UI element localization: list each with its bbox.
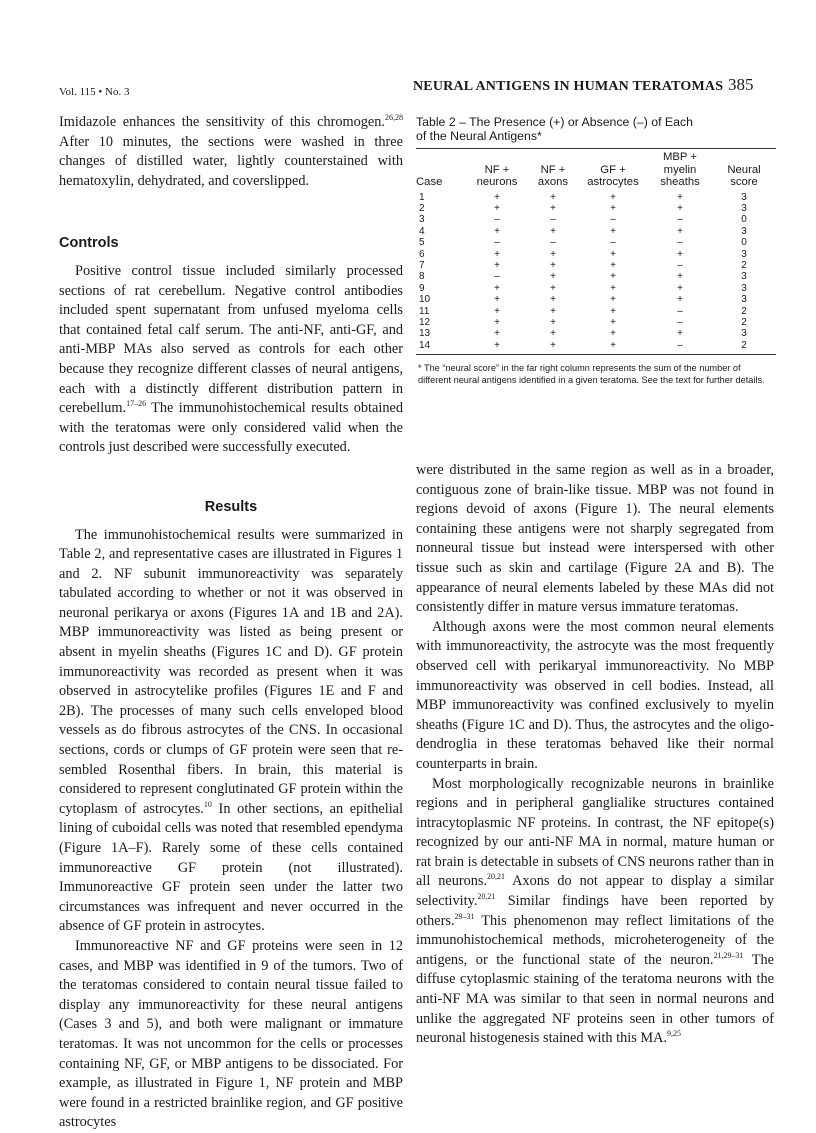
cell-score: 0: [741, 237, 747, 249]
col-header-nf-neurons: NF + neurons: [476, 163, 518, 188]
table-header-row: [416, 149, 776, 192]
cell-case: 6: [419, 248, 425, 260]
table-row: [416, 340, 776, 351]
table-row: [416, 294, 776, 305]
cell-mbp-myelin: +: [677, 225, 683, 237]
cell-score: 0: [741, 214, 747, 226]
cell-nf-axons: –: [550, 214, 556, 226]
cell-nf-neurons: +: [494, 191, 500, 203]
citation: 20,21: [487, 872, 506, 882]
cell-nf-neurons: +: [494, 248, 500, 260]
cell-case: 13: [419, 328, 431, 340]
cell-nf-neurons: +: [494, 294, 500, 306]
right-paragraph-1: were distributed in the same region as well as in a broader, contiguous zone of brain-like tissue. MBP was not found in regions devoid of axons (Figure 1). The neural elements containing these antigens were not sharply segregated from nonneural tissue but instead were interspersed with other tissue such as skin and cartilage (Figure 2A and B). The appearance of neural elements labeled by these MAs did not consistently differ in mature versus immature teratomas.: [416, 462, 774, 616]
cell-mbp-myelin: +: [677, 248, 683, 260]
cell-score: 3: [741, 271, 747, 283]
cell-gf-astrocytes: +: [610, 225, 616, 237]
cell-gf-astrocytes: +: [610, 294, 616, 306]
cell-nf-neurons: +: [494, 305, 500, 317]
cell-score: 3: [741, 282, 747, 294]
cell-case: 3: [419, 214, 425, 226]
cell-gf-astrocytes: +: [610, 191, 616, 203]
cell-mbp-myelin: +: [677, 202, 683, 214]
cell-nf-neurons: +: [494, 259, 500, 271]
citation: 10: [203, 800, 212, 810]
table-row: [416, 260, 776, 271]
cell-nf-neurons: +: [494, 316, 500, 328]
cell-nf-axons: +: [550, 316, 556, 328]
table-row: [416, 192, 776, 203]
cell-nf-neurons: –: [494, 214, 500, 226]
cell-score: 3: [741, 248, 747, 260]
cell-score: 2: [741, 316, 747, 328]
table-row: [416, 237, 776, 248]
cell-nf-neurons: +: [494, 328, 500, 340]
cell-gf-astrocytes: +: [610, 316, 616, 328]
left-column: [59, 113, 403, 1133]
cell-case: 1: [419, 191, 425, 203]
cell-mbp-myelin: +: [677, 328, 683, 340]
cell-case: 8: [419, 271, 425, 283]
results-paragraph-1: The immunohistochemical results were summarized in Table 2, and representative cases are illustrated in Figures 1 and 2. NF subunit immunoreactivity was separately tabulated according to whether or not it was observed in neuronal perikarya or axons (Figures 1A and 1B and 2A). MBP immunoreactivity was listed as being present or absent in myelin sheaths (Figures 1C and D). GF protein immunoreactivity was recorded as present when it was observed in astrocytelike profiles (Figures 1E and F and 2B). The processes of many such cells enveloped blood vessels as do fibrous astrocytes of the CNS. In occasional sections, cords or clumps of GF protein were seen that resembled Rosenthal fibers. In brain, this material is considered to represent conglutinated GF protein within the cytoplasm of astrocytes.$^{10}$ In other sections, an epithelial lining of cuboidal cells was noted that resembled ependyma (Figure 1A–F). Rarely some of these cells contained immunoreactive GF protein (not illustrated). Immunoreactive GF protein seen under the latter two circumstances was infrequent and never occurred in the absence of GF protein in astrocytes.: [59, 526, 403, 935]
cell-mbp-myelin: +: [677, 271, 683, 283]
right-paragraph-3: Most morphologically recognizable neurons in brainlike regions and in peripheral ganglialike structures contained intracytoplasmic NF proteins. In contrast, the NF epitope(s) recognized by our anti-NF MA in normal, mature human or rat brain is detectable in subsets of CNS neurons rather than in all neurons.$^{20,21}$ Axons do not appear to display a similar selectivity.$^{20,21}$ Similar findings have been reported by others.$^{29-31}$ This phenomenon may reflect limitations of the immunohistochemical methods, microheterogeneity of the antigens, or the functional state of the neuron.$^{21,29-31}$ The diffuse cytoplasmic staining of the teratoma neurons with the anti-NF MA was similar to that seen in normal neurons and unlike the aggregated NF proteins seen in other tumors of neuronal histogenesis stained with this MA.$^{9,25}$: [416, 775, 774, 1047]
cell-score: 2: [741, 259, 747, 271]
running-head-volume: Vol. 115 • No. 3: [59, 86, 130, 98]
table-caption: Table 2 – The Presence (+) or Absence (–) of Each of the Neural Antigens*: [416, 115, 693, 143]
col-header-neural-score: Neural score: [727, 163, 761, 188]
cell-gf-astrocytes: +: [610, 339, 616, 351]
cell-nf-neurons: –: [494, 237, 500, 249]
page-number: 385: [728, 75, 754, 94]
cell-gf-astrocytes: +: [610, 271, 616, 283]
table-bottom-rule: [416, 354, 776, 355]
cell-case: 5: [419, 237, 425, 249]
table-row: [416, 283, 776, 294]
cell-case: 7: [419, 259, 425, 271]
table-row: [416, 214, 776, 225]
cell-nf-axons: +: [550, 328, 556, 340]
table-row: [416, 203, 776, 214]
col-header-nf-axons: NF + axons: [537, 163, 569, 188]
cell-nf-axons: +: [550, 259, 556, 271]
col-header-gf-astrocytes: GF + astrocytes: [587, 163, 639, 188]
cell-score: 3: [741, 225, 747, 237]
cell-case: 10: [419, 294, 431, 306]
cell-gf-astrocytes: –: [610, 237, 616, 249]
cell-nf-axons: +: [550, 339, 556, 351]
section-heading-controls: Controls: [59, 235, 119, 252]
citation: 29–31: [454, 911, 475, 921]
cell-nf-axons: +: [550, 305, 556, 317]
cell-mbp-myelin: +: [677, 191, 683, 203]
results-paragraph-2: Immunoreactive NF and GF proteins were seen in 12 cases, and MBP was identified in 9 of the tumors. Two of the teratomas considered to contain neural tissue failed to display any immunoreactivity for these neural antigens (Cases 3 and 5), and both were malignant or immature teratomas. It was not uncommon for the cells or processes containing NF, GF, or MBP antigens to be dissociated. For example, as illustrated in Figure 1, NF protein and MBP were found in a restricted brainlike region, and GF positive astrocytes: [59, 937, 403, 1131]
citation: 21,29–31: [713, 951, 744, 961]
table-row: [416, 317, 776, 328]
running-head-title: NEURAL ANTIGENS IN HUMAN TERATOMAS: [413, 79, 724, 94]
cell-mbp-myelin: +: [677, 282, 683, 294]
intro-paragraph: Imidazole enhances the sensitivity of this chromogen.$^{26,28}$ After 10 minutes, the sections were washed in three changes of distilled water, lightly counterstained with hematoxylin, dehydrated, and coverslipped.: [59, 113, 403, 189]
cell-gf-astrocytes: +: [610, 328, 616, 340]
cell-score: 2: [741, 305, 747, 317]
table-row: [416, 328, 776, 339]
cell-mbp-myelin: +: [677, 294, 683, 306]
cell-nf-axons: +: [550, 271, 556, 283]
cell-gf-astrocytes: +: [610, 259, 616, 271]
cell-case: 9: [419, 282, 425, 294]
cell-nf-axons: +: [550, 248, 556, 260]
cell-case: 12: [419, 316, 431, 328]
cell-mbp-myelin: –: [677, 339, 683, 351]
table-row: [416, 271, 776, 282]
controls-paragraph: Positive control tissue included similarly processed sections of rat cerebellum. Negative control antibodies included spent supernatant from unfused myeloma cells that contained fetal calf serum. The anti-NF, anti-GF, and anti-MBP MAs also served as controls for each other because they recognize different classes of neural antigens, each with a distinctly different distribution pattern in cerebellum.$^{17-26}$ The immunohistochemical results obtained with the teratomas were only considered valid when the controls just described were successfully executed.: [59, 262, 403, 456]
cell-case: 11: [419, 305, 430, 317]
cell-mbp-myelin: –: [677, 237, 683, 249]
table-2: [416, 115, 776, 386]
cell-score: 2: [741, 339, 747, 351]
table-row: [416, 249, 776, 260]
cell-case: 14: [419, 339, 431, 351]
cell-gf-astrocytes: –: [610, 214, 616, 226]
cell-score: 3: [741, 294, 747, 306]
cell-case: 2: [419, 202, 425, 214]
cell-nf-neurons: +: [494, 202, 500, 214]
cell-score: 3: [741, 191, 747, 203]
cell-nf-axons: –: [550, 237, 556, 249]
cell-mbp-myelin: –: [677, 259, 683, 271]
table-row: [416, 306, 776, 317]
cell-mbp-myelin: –: [677, 214, 683, 226]
section-heading-results: Results: [204, 498, 258, 515]
cell-nf-axons: +: [550, 294, 556, 306]
citation: 9,25: [666, 1029, 681, 1039]
cell-nf-axons: +: [550, 225, 556, 237]
cell-score: 3: [741, 328, 747, 340]
cell-gf-astrocytes: +: [610, 305, 616, 317]
cell-nf-neurons: +: [494, 282, 500, 294]
cell-nf-neurons: –: [494, 271, 500, 283]
right-paragraph-2: Although axons were the most common neural elements with immunoreactivity, the astrocyte was the most frequently observed cell with perikaryal immunoreactivity. No MBP immunoreactivity was observed in cell bodies. Instead, all MBP immunoreactivity was confined exclusively to myelin sheaths (Figure 1C and D). Thus, the astrocytes and the oligodendroglia in these teratomas behaved like their normal counterparts in brain.: [416, 618, 774, 772]
right-column: [416, 461, 774, 1049]
col-header-case: Case: [416, 176, 443, 188]
cell-gf-astrocytes: +: [610, 248, 616, 260]
citation: 26,28: [385, 113, 403, 123]
cell-gf-astrocytes: +: [610, 282, 616, 294]
cell-nf-axons: +: [550, 191, 556, 203]
cell-gf-astrocytes: +: [610, 202, 616, 214]
cell-nf-neurons: +: [494, 339, 500, 351]
citation: 17–26: [126, 399, 147, 409]
cell-nf-axons: +: [550, 282, 556, 294]
cell-nf-axons: +: [550, 202, 556, 214]
neural-antigen-table: [416, 149, 776, 351]
cell-case: 4: [419, 225, 425, 237]
cell-score: 3: [741, 202, 747, 214]
col-header-mbp-myelin: MBP + myelin sheaths: [660, 151, 700, 188]
cell-nf-neurons: +: [494, 225, 500, 237]
table-body: [416, 192, 776, 352]
cell-mbp-myelin: –: [677, 316, 683, 328]
citation: 20,21: [477, 892, 496, 902]
table-row: [416, 226, 776, 237]
table-footnote: * The “neural score” in the far right column represents the sum of the number of different neural antigens identified in a given teratoma. See the text for further details.: [418, 363, 765, 385]
cell-mbp-myelin: –: [677, 305, 683, 317]
